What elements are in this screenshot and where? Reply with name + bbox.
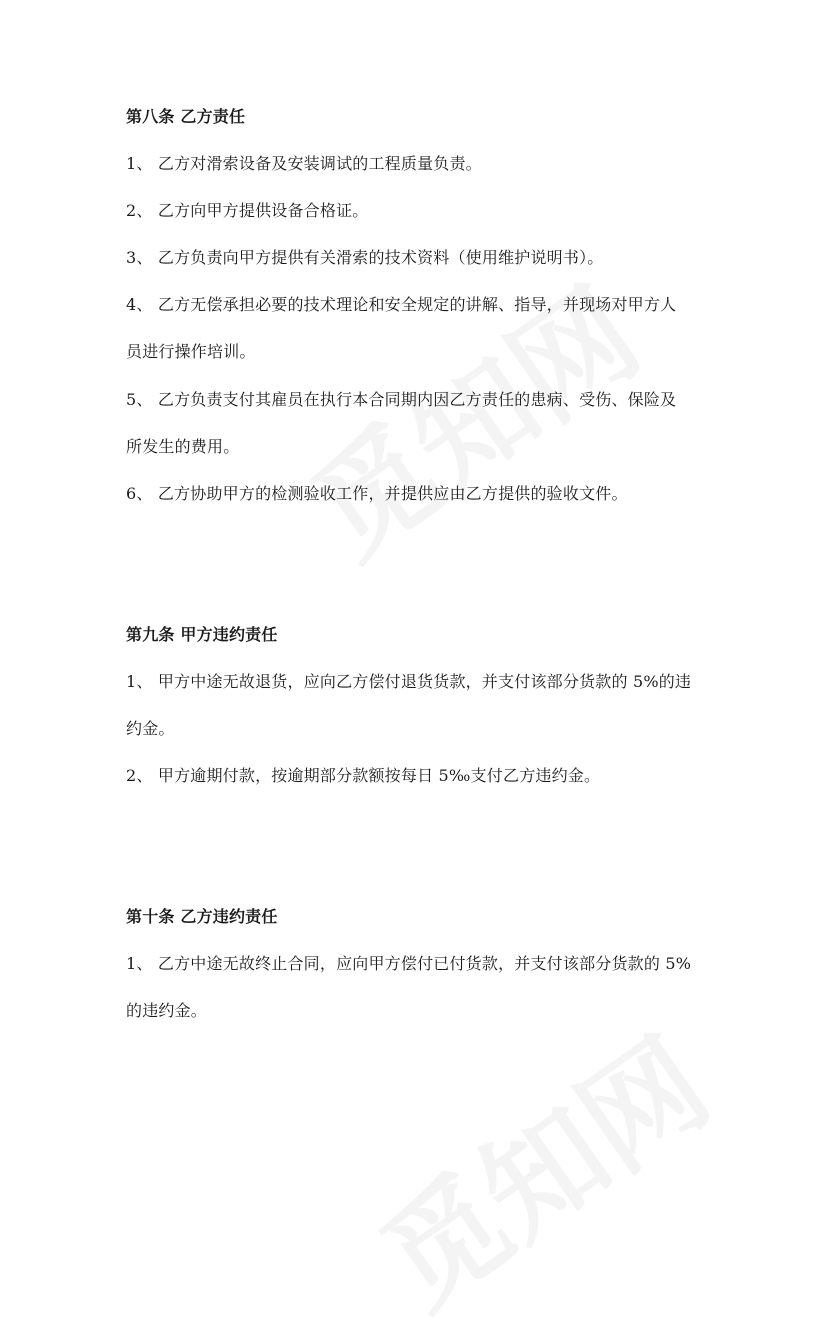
- clause-line: 6、 乙方协助甲方的检测验收工作，并提供应由乙方提供的验收文件。: [126, 484, 628, 503]
- clause-line: 约金。: [126, 719, 175, 738]
- clause-line: 4、 乙方无偿承担必要的技术理论和安全规定的讲解、指导，并现场对甲方人: [126, 295, 677, 314]
- clause-line: 5、 乙方负责支付其雇员在执行本合同期内因乙方责任的患病、受伤、保险及: [126, 390, 677, 409]
- section-heading: 第八条 乙方责任: [126, 107, 246, 126]
- clause-line: 的违约金。: [126, 1001, 208, 1020]
- clause-line: 3、 乙方负责向甲方提供有关滑索的技术资料（使用维护说明书）。: [126, 248, 604, 267]
- clause-line: 2、 甲方逾期付款，按逾期部分款额按每日 5‰支付乙方违约金。: [126, 766, 601, 785]
- clause-line: 1、 乙方对滑索设备及安装调试的工程质量负责。: [126, 154, 482, 173]
- clause-line: 1、 乙方中途无故终止合同，应向甲方偿付已付货款，并支付该部分货款的 5%: [126, 954, 692, 973]
- section-heading: 第九条 甲方违约责任: [126, 625, 278, 644]
- clause-line: 1、 甲方中途无故退货，应向乙方偿付退货货款，并支付该部分货款的 5%的违: [126, 672, 692, 691]
- section-heading: 第十条 乙方违约责任: [126, 907, 278, 926]
- clause-line: 员进行操作培训。: [126, 342, 256, 361]
- watermark: [343, 992, 737, 1339]
- clause-line: 所发生的费用。: [126, 437, 240, 456]
- clause-line: 2、 乙方向甲方提供设备合格证。: [126, 201, 369, 220]
